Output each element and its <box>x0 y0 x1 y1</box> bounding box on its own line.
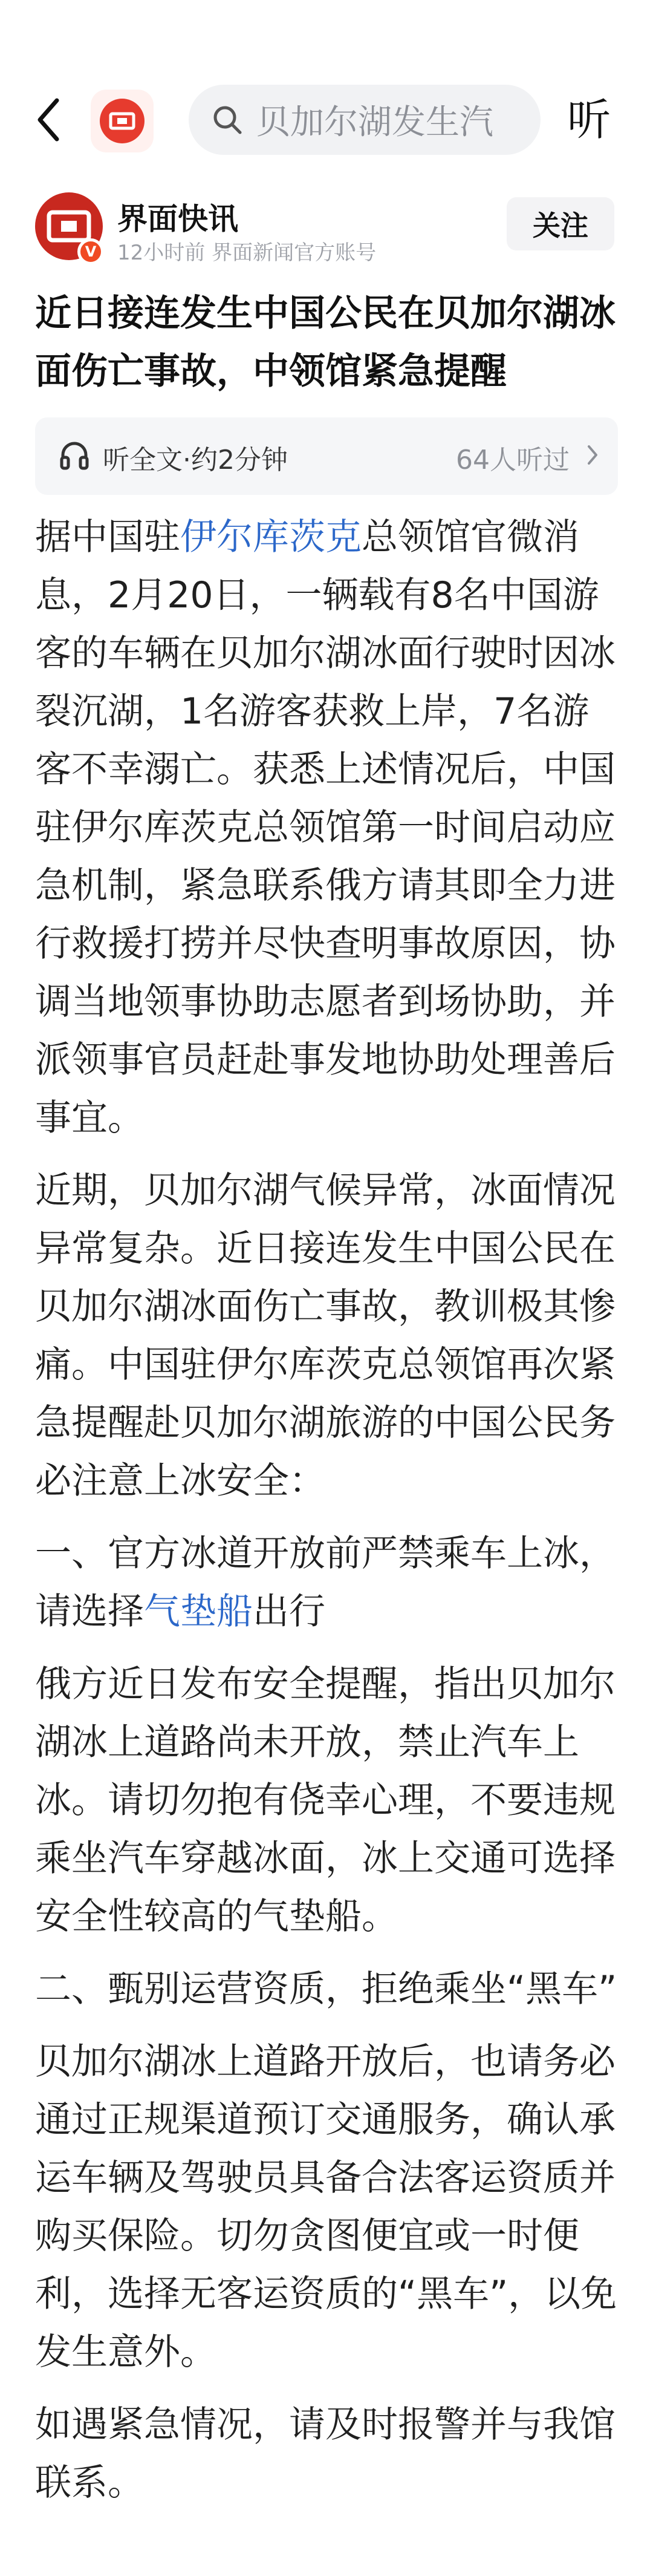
article-paragraph: 贝加尔湖冰上道路开放后，也请务必通过正规渠道预订交通服务，确认承运车辆及驾驶员具备合法客运资质并购买保险。切勿贪图便宜或一时便利，选择无客运资质的“黑车”，以免发生意外。 <box>35 2041 617 2373</box>
article-body <box>35 508 622 2526</box>
search-placeholder: 贝加尔湖发生汽 <box>256 103 493 142</box>
author-row <box>0 192 653 271</box>
article-subheading: 二、甄别运营资质，拒绝乘坐“黑车” <box>35 1968 617 2010</box>
back-button[interactable] <box>29 91 68 149</box>
article-paragraph: 俄方近日发布安全提醒，指出贝加尔湖冰上道路尚未开放，禁止汽车上冰。请切勿抱有侥幸心理，不要违规乘坐汽车穿越冰面，冰上交通可选择安全性较高的气垫船。 <box>35 1663 616 1938</box>
article-title: 近日接连发生中国公民在贝加尔湖冰面伤亡事故，中领馆紧急提醒 <box>35 292 616 393</box>
article-paragraph: 近期，贝加尔湖气候异常，冰面情况异常复杂。近日接连发生中国公民在贝加尔湖冰面伤亡事故，教训极其惨痛。中国驻伊尔库茨克总领馆再次紧急提醒赴贝加尔湖旅游的中国公民务必注意上冰安全： <box>35 1169 616 1502</box>
app-logo[interactable] <box>91 90 154 152</box>
search-icon <box>212 104 243 136</box>
app-logo-icon <box>100 99 145 143</box>
article-paragraph: 如遇紧急情况，请及时报警并与我馆联系。 <box>35 2404 616 2504</box>
article-paragraph: 据中国驻伊尔库茨克总领馆官微消息，2月20日，一辆载有8名中国游客的车辆在贝加尔湖冰面行驶时因冰裂沉湖，1名游客获救上岸，7名游客不幸溺亡。获悉上述情况后，中国驻伊尔库茨克总领馆第一时间启动应急机制，紧急联系俄方请其即全力进行救援打捞并尽快查明事故原因，协调当地领事协助志愿者到场协助，并派领事官员赶赴事发地协助处理善后事宜。 <box>35 516 616 1139</box>
listener-count: 64人听过 <box>456 445 570 476</box>
verified-badge: V <box>77 238 104 265</box>
link-hovercraft[interactable]: 气垫船 <box>144 1590 253 1633</box>
listen-button[interactable]: 听 <box>567 94 611 145</box>
listen-full-text-bar[interactable] <box>35 417 618 495</box>
listen-duration-label: 听全文·约2分钟 <box>103 445 288 476</box>
link-irkutsk[interactable]: 伊尔库茨克 <box>180 516 362 558</box>
chevron-left-icon <box>36 97 60 143</box>
top-bar <box>0 0 653 200</box>
headphones-icon <box>59 439 89 471</box>
article-subheading: 一、官方冰道开放前严禁乘车上冰，请选择气垫船出行 <box>35 1532 616 1633</box>
chevron-right-icon <box>586 444 599 466</box>
search-bar[interactable] <box>189 85 541 155</box>
author-meta: 12小时前 界面新闻官方账号 <box>117 241 377 265</box>
follow-button[interactable]: 关注 <box>507 197 614 250</box>
author-name[interactable]: 界面快讯 <box>117 201 238 237</box>
